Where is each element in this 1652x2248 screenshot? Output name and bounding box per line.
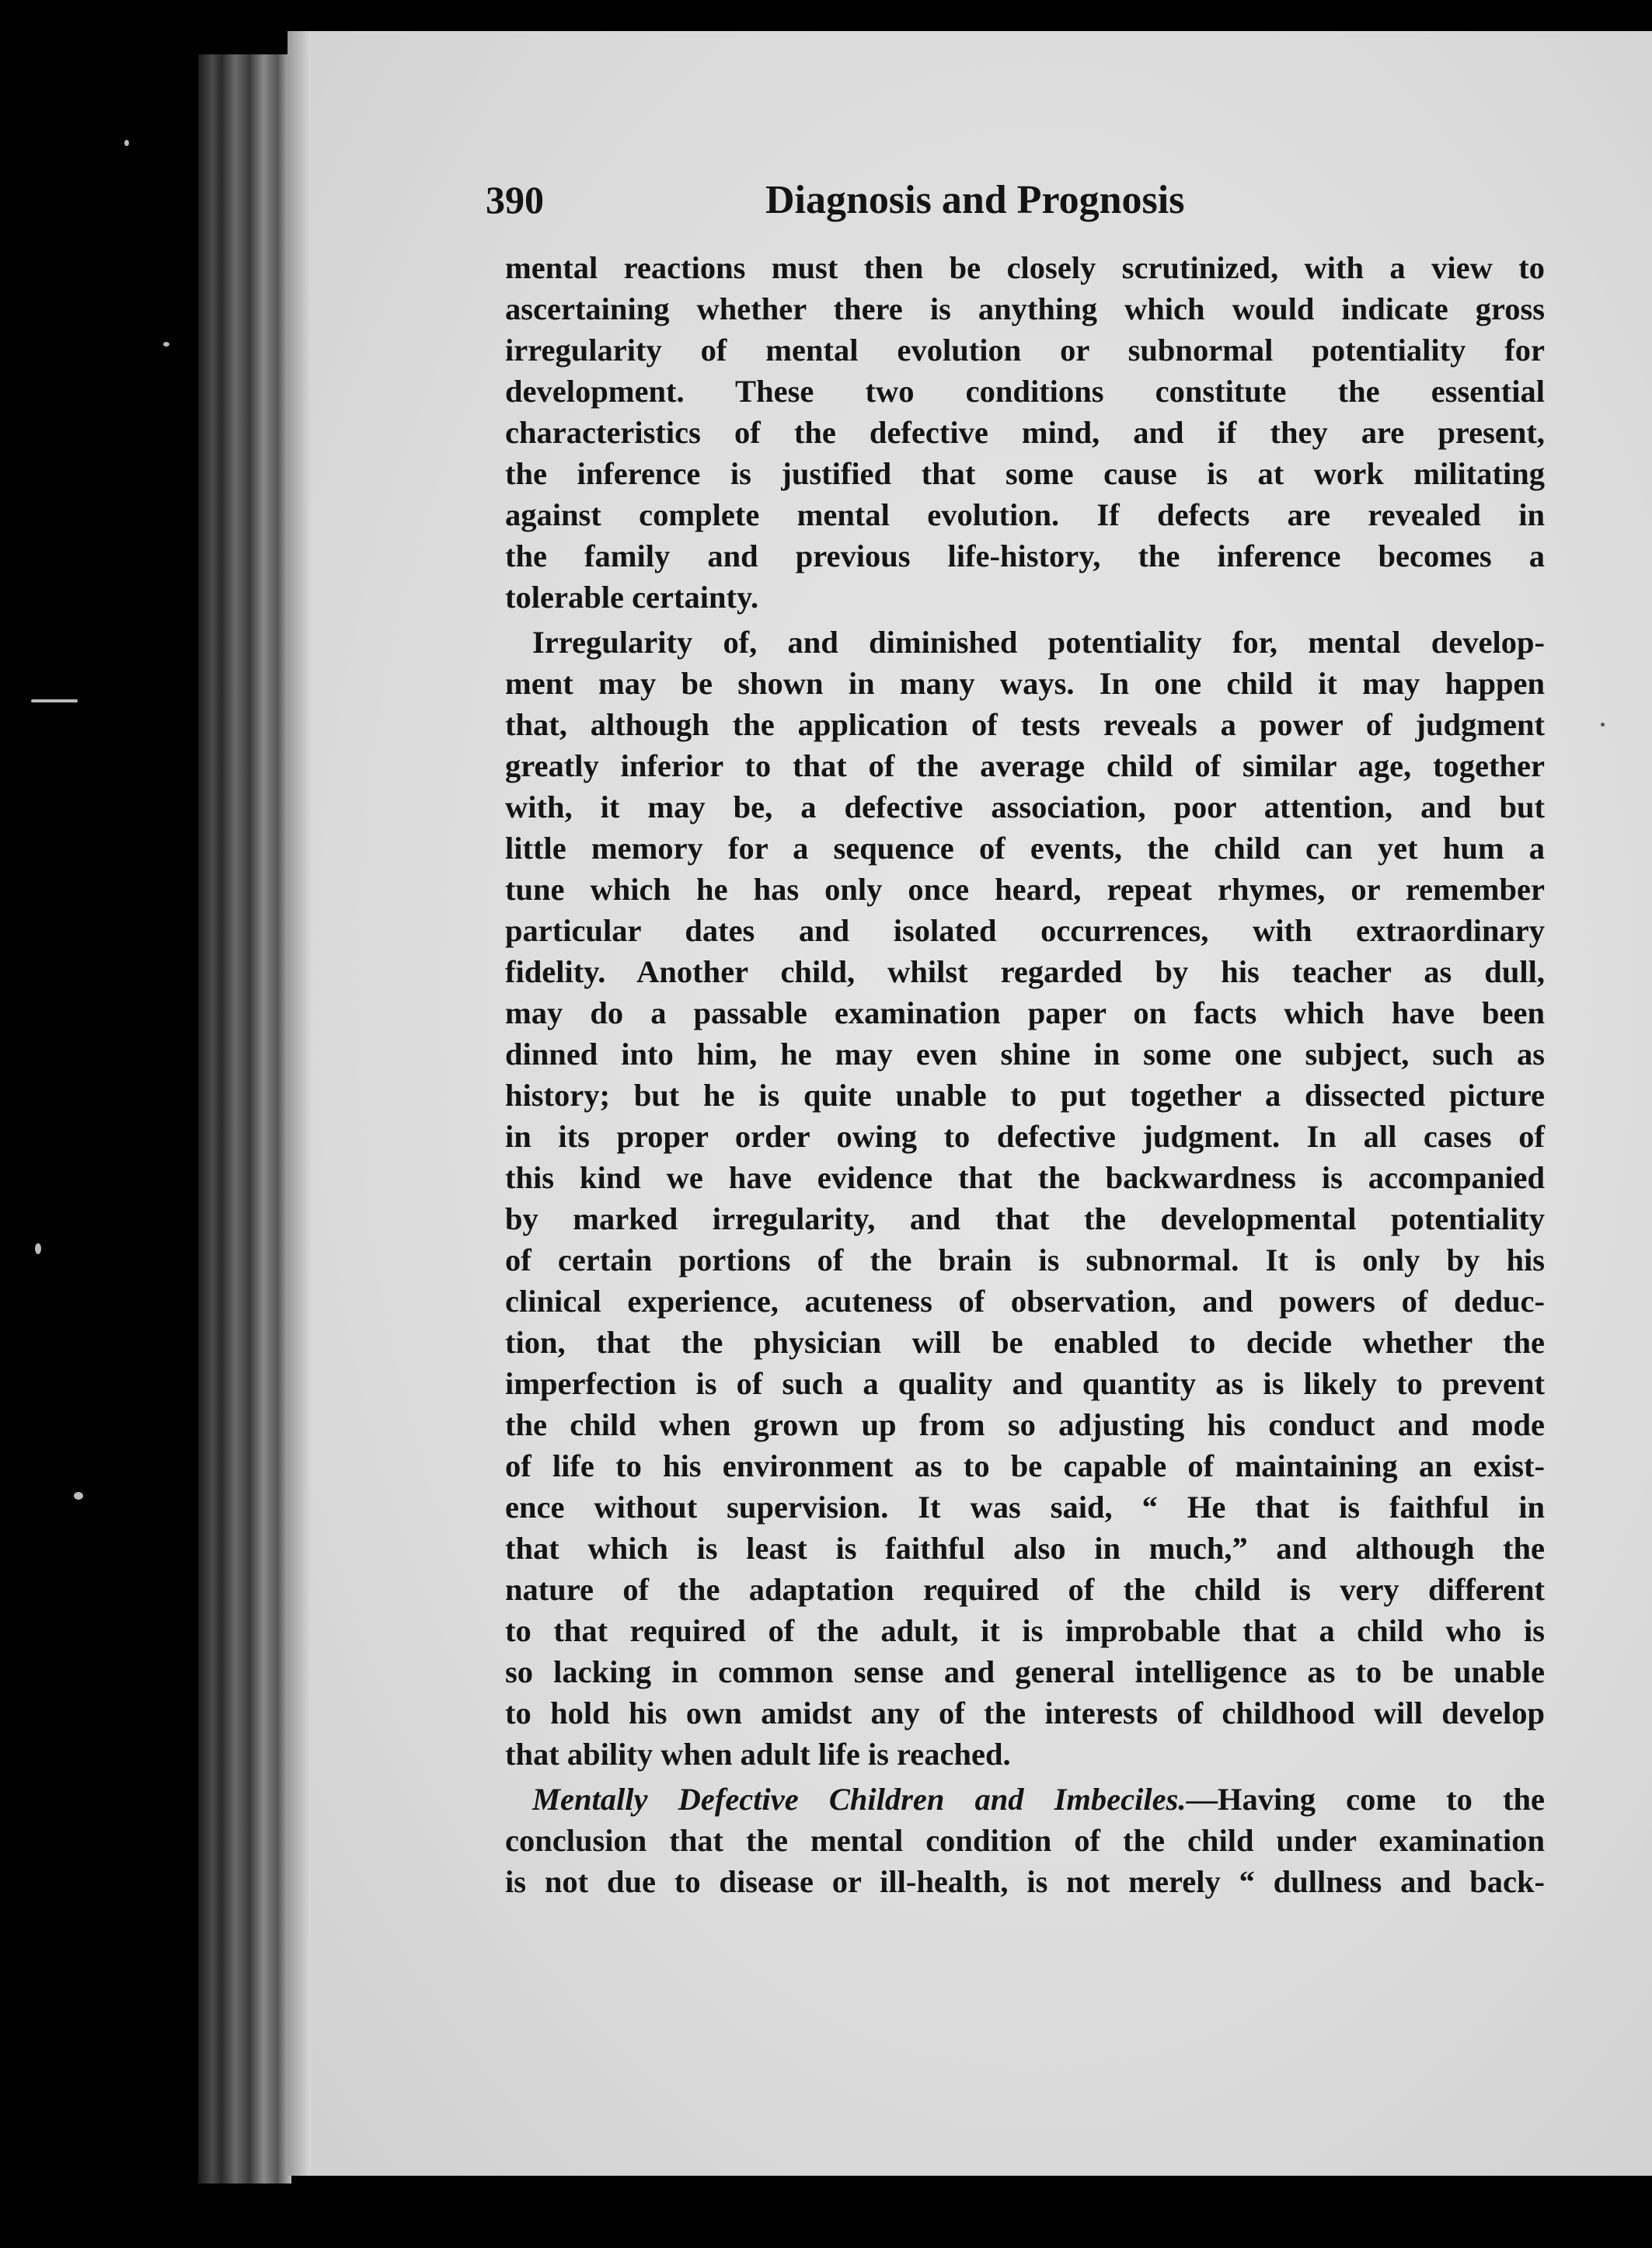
paragraph-3: [505, 1779, 1545, 1902]
text-line: the child when grown up from so adjusting his conduct and mode: [505, 1407, 1545, 1442]
scan-speck: [163, 342, 169, 347]
page-gutter-shadow: [288, 31, 311, 2176]
text-line: may do a passable examination paper on facts which have been: [505, 995, 1545, 1030]
page-number: 390: [486, 178, 544, 221]
text-line: to hold his own amidst any of the interests of childhood will develop: [505, 1696, 1545, 1730]
book-page-edges: [198, 54, 291, 2184]
text-line: tune which he has only once heard, repeat rhymes, or remember: [505, 872, 1545, 907]
text-line: the inference is justified that some cause is at work militating: [505, 456, 1545, 491]
text-line: of certain portions of the brain is subnormal. It is only by his: [505, 1242, 1545, 1277]
text-line: greatly inferior to that of the average child of similar age, together: [505, 748, 1545, 783]
section-lead-heading: Mentally Defective Children and Imbeciles.: [532, 1782, 1187, 1817]
text-line: particular dates and isolated occurrences, with extraordinary: [505, 913, 1545, 948]
text-line: by marked irregularity, and that the developmental potentiality: [505, 1201, 1545, 1236]
text-line: [505, 1779, 1545, 1820]
text-line: tolerable certainty.: [505, 580, 759, 615]
text-line: this kind we have evidence that the backwardness is accompanied: [505, 1160, 1545, 1195]
text-line: fidelity. Another child, whilst regarded by his teacher as dull,: [505, 954, 1545, 989]
text-line: of life to his environment as to be capable of maintaining an exist-: [505, 1448, 1545, 1483]
text-line: ascertaining whether there is anything which would indicate gross: [505, 291, 1545, 326]
text-line: the family and previous life-history, the inference becomes a: [505, 538, 1545, 573]
text-line: nature of the adaptation required of the child is very different: [505, 1572, 1545, 1607]
text-line: development. These two conditions constitute the essential: [505, 374, 1545, 409]
scan-speck: [31, 699, 78, 702]
text-line: little memory for a sequence of events, the child can yet hum a: [505, 831, 1545, 866]
page-header: [486, 177, 1542, 232]
body-text: [505, 247, 1545, 1902]
text-line: so lacking in common sense and general intelligence as to be unable: [505, 1654, 1545, 1689]
running-head-title: Diagnosis and Prognosis: [765, 178, 1185, 222]
text-line: Irregularity of, and diminished potentiality for, mental develop-: [532, 625, 1545, 660]
text-line: that which is least is faithful also in much,” and although the: [505, 1531, 1545, 1566]
text-line: imperfection is of such a quality and quantity as is likely to prevent: [505, 1366, 1545, 1401]
paragraph-1: [505, 247, 1545, 618]
scan-speck: [1601, 723, 1605, 727]
text-line: history; but he is quite unable to put together a dissected picture: [505, 1078, 1545, 1113]
scan-speck: [74, 1492, 83, 1500]
text-line: ence without supervision. It was said, “ He that is faithful in: [505, 1490, 1545, 1525]
text-line: that, although the application of tests reveals a power of judgment: [505, 707, 1545, 742]
scan-speck: [35, 1243, 41, 1254]
text-line: clinical experience, acuteness of observation, and powers of deduc-: [505, 1284, 1545, 1319]
text-line: is not due to disease or ill-health, is not merely “ dullness and back-: [505, 1864, 1545, 1899]
text-line: ment may be shown in many ways. In one child it may happen: [505, 666, 1545, 701]
scan-speck: [124, 140, 129, 146]
text-line: characteristics of the defective mind, and if they are present,: [505, 415, 1545, 450]
text-line: in its proper order owing to defective judgment. In all cases of: [505, 1119, 1545, 1154]
paragraph-2: [505, 622, 1545, 1775]
text-line: that ability when adult life is reached.: [505, 1737, 1011, 1772]
text-line: against complete mental evolution. If defects are revealed in: [505, 497, 1545, 532]
text-line: dinned into him, he may even shine in some one subject, such as: [505, 1037, 1545, 1072]
text-run: —Having come to the: [1186, 1782, 1545, 1817]
text-line: to that required of the adult, it is improbable that a child who is: [505, 1613, 1545, 1648]
text-line: irregularity of mental evolution or subnormal potentiality for: [505, 333, 1545, 368]
text-line: tion, that the physician will be enabled to decide whether the: [505, 1325, 1545, 1360]
text-line: conclusion that the mental condition of the child under examination: [505, 1823, 1545, 1858]
text-line: with, it may be, a defective association, poor attention, and but: [505, 789, 1545, 824]
text-line: mental reactions must then be closely scrutinized, with a view to: [505, 250, 1545, 285]
